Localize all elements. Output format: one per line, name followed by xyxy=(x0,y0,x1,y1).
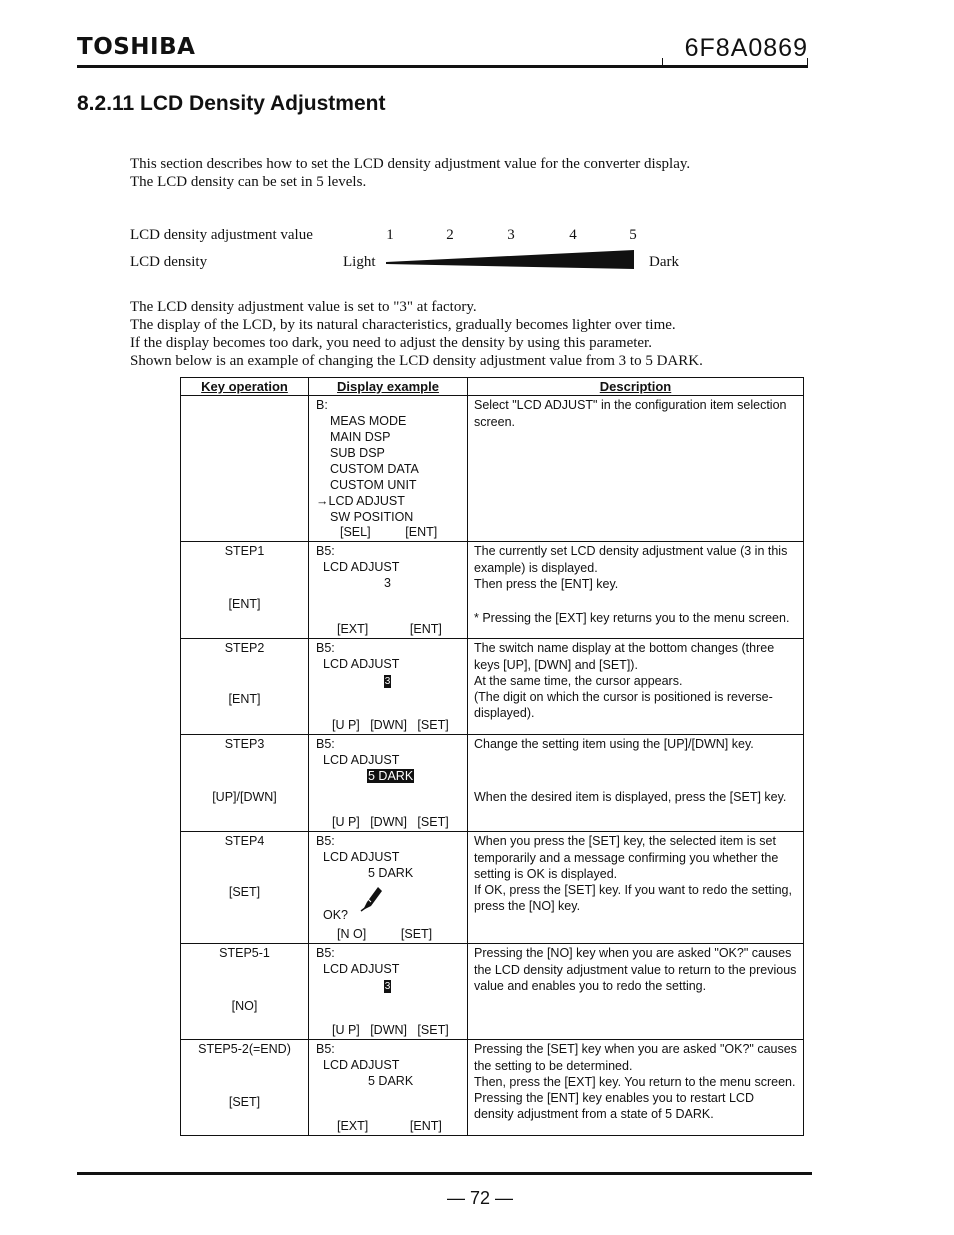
ok-prompt: OK? xyxy=(323,908,349,923)
key-cell xyxy=(181,944,309,1040)
key-cell xyxy=(181,735,309,832)
level-3: 3 xyxy=(507,227,515,243)
description-cell xyxy=(468,542,804,639)
display-line: B5: xyxy=(316,544,335,559)
display-line: B5: xyxy=(316,834,335,849)
note-line: Shown below is an example of changing the LCD density adjustment value from 3 to 5 DARK. xyxy=(130,353,703,369)
display-cell xyxy=(309,1040,468,1136)
note-line: If the display becomes too dark, you need to adjust the density by using this parameter. xyxy=(130,335,652,351)
pencil-icon xyxy=(359,884,383,912)
display-line: B: xyxy=(316,398,328,413)
key-label: [ENT] xyxy=(228,597,261,612)
key-label: [ENT] xyxy=(228,692,261,707)
softkey-labels: [U P] [DWN] [SET] xyxy=(332,815,449,829)
key-label: [NO] xyxy=(231,999,258,1014)
display-line: LCD ADJUST xyxy=(323,1058,400,1073)
display-line: SW POSITION xyxy=(330,510,414,525)
softkey-labels: [U P] [DWN] [SET] xyxy=(332,718,449,732)
density-wedge xyxy=(386,249,636,271)
description-text: Pressing the [NO] key when you are asked "OK?" causes the LCD density adjustment value to return to the previous value and enables you to redo the setting. xyxy=(474,946,797,993)
light-label: Light xyxy=(343,254,376,270)
description-text: Change the setting item using the [UP]/[DWN] key. xyxy=(474,737,754,752)
display-line: LCD ADJUST xyxy=(323,560,400,575)
table-row xyxy=(181,1040,804,1136)
note-line: The LCD density adjustment value is set to "3" at factory. xyxy=(130,299,477,315)
adjustment-value-label: LCD density adjustment value xyxy=(130,227,313,243)
description-text: If OK, press the [SET] key. If you want to redo the setting, press the [NO] key. xyxy=(474,883,792,914)
intro-line: This section describes how to set the LCD density adjustment value for the converter display. xyxy=(130,156,691,172)
description-text: (The digit on which the cursor is positioned is reverse-displayed). xyxy=(474,690,773,721)
display-line: LCD ADJUST xyxy=(323,753,400,768)
display-line: MEAS MODE xyxy=(330,414,407,429)
table-row xyxy=(181,639,804,735)
display-cell xyxy=(309,735,468,832)
description-cell xyxy=(468,832,804,944)
display-line: LCD ADJUST xyxy=(323,962,400,977)
table-row xyxy=(181,832,804,944)
description-cell xyxy=(468,396,804,542)
display-line: LCD ADJUST xyxy=(323,657,400,672)
softkey-labels: [N O] [SET] xyxy=(337,927,433,941)
display-line: LCD ADJUST xyxy=(323,850,400,865)
step-label: STEP4 xyxy=(224,834,265,849)
step-label: STEP5-2(=END) xyxy=(198,1042,291,1057)
display-value: 5 DARK xyxy=(368,866,414,881)
header-display-example: Display example xyxy=(309,378,468,396)
softkey-labels: [EXT] [ENT] xyxy=(337,1119,442,1133)
description-text: When the desired item is displayed, press the [SET] key. xyxy=(474,789,787,804)
density-label: LCD density xyxy=(130,254,208,270)
key-label: [SET] xyxy=(228,1095,261,1110)
header-rule xyxy=(77,65,808,68)
step-label: STEP5-1 xyxy=(219,946,270,961)
display-cell xyxy=(309,832,468,944)
display-line: SUB DSP xyxy=(330,446,385,461)
softkey-labels: [SEL] [ENT] xyxy=(340,525,438,539)
display-line: CUSTOM UNIT xyxy=(330,478,417,493)
reverse-highlight: 5 DARK xyxy=(368,769,414,784)
key-cell xyxy=(181,396,309,542)
step-label: STEP2 xyxy=(224,641,265,656)
display-cell xyxy=(309,542,468,639)
display-line: CUSTOM DATA xyxy=(330,462,419,477)
display-cell xyxy=(309,639,468,735)
description-text: Select "LCD ADJUST" in the configuration item selection screen. xyxy=(474,398,787,429)
description-text: When you press the [SET] key, the selected item is set temporarily and a message confirming you whether the setting is OK is displayed. xyxy=(474,834,779,881)
reverse-value xyxy=(367,768,414,784)
description-text: At the same time, the cursor appears. xyxy=(474,673,683,688)
intro-line: The LCD density can be set in 5 levels. xyxy=(130,174,367,190)
level-2: 2 xyxy=(446,227,454,243)
table-header-row xyxy=(181,378,804,396)
table-row xyxy=(181,396,804,542)
note-line: The display of the LCD, by its natural characteristics, gradually becomes lighter over time. xyxy=(130,317,676,333)
display-line-selected: →LCD ADJUST xyxy=(316,494,405,509)
dark-label: Dark xyxy=(649,254,679,270)
intro-paragraph xyxy=(130,155,690,191)
description-text: Pressing the [ENT] key enables you to restart LCD density adjustment from a state of 5 DARK. xyxy=(474,1091,754,1122)
header-key-operation: Key operation xyxy=(181,378,309,396)
level-4: 4 xyxy=(569,227,577,243)
description-cell xyxy=(468,639,804,735)
cursor-block: 3 xyxy=(384,675,391,687)
display-line: B5: xyxy=(316,737,335,752)
key-label: [SET] xyxy=(228,885,261,900)
description-text: The currently set LCD density adjustment value (3 in this example) is displayed. xyxy=(474,544,788,575)
cursor-block: 3 xyxy=(384,980,391,992)
level-5: 5 xyxy=(629,227,637,243)
display-cell xyxy=(309,944,468,1040)
table-row xyxy=(181,542,804,639)
description-text: Pressing the [SET] key when you are asked "OK?" causes the setting to be determined. xyxy=(474,1042,797,1073)
page-number: — 72 — xyxy=(446,1188,514,1208)
description-text: Then, press the [EXT] key. You return to the menu screen. xyxy=(474,1074,796,1089)
display-line: MAIN DSP xyxy=(330,430,391,445)
description-cell xyxy=(468,944,804,1040)
brand-logo: TOSHIBA xyxy=(77,34,196,60)
notes-paragraph xyxy=(130,298,703,370)
display-cell xyxy=(309,396,468,542)
key-cell xyxy=(181,832,309,944)
cursor-value xyxy=(384,977,391,993)
display-line: B5: xyxy=(316,1042,335,1057)
display-value: 5 DARK xyxy=(368,1074,414,1089)
key-label: [UP]/[DWN] xyxy=(212,790,277,805)
key-cell xyxy=(181,639,309,735)
table-row xyxy=(181,944,804,1040)
key-cell xyxy=(181,542,309,639)
step-label: STEP3 xyxy=(224,737,265,752)
document-number-box xyxy=(662,58,808,65)
level-1: 1 xyxy=(386,227,394,243)
key-cell xyxy=(181,1040,309,1136)
softkey-labels: [EXT] [ENT] xyxy=(337,622,442,636)
description-text: The switch name display at the bottom changes (three keys [UP], [DWN] and [SET]). xyxy=(474,641,775,672)
softkey-labels: [U P] [DWN] [SET] xyxy=(332,1023,449,1037)
description-cell xyxy=(468,735,804,832)
description-cell xyxy=(468,1040,804,1136)
cursor-value xyxy=(384,672,391,688)
operation-table xyxy=(180,377,804,1136)
display-line: B5: xyxy=(316,641,335,656)
section-title: 8.2.11 LCD Density Adjustment xyxy=(77,92,386,115)
footer-rule xyxy=(77,1172,812,1175)
description-note: * Pressing the [EXT] key returns you to the menu screen. xyxy=(474,611,790,626)
display-line: B5: xyxy=(316,946,335,961)
step-label: STEP1 xyxy=(224,544,265,559)
table-row xyxy=(181,735,804,832)
display-value: 3 xyxy=(384,576,391,591)
description-text: Then press the [ENT] key. xyxy=(474,576,619,591)
header-description: Description xyxy=(468,378,804,396)
document-number: 6F8A0869 xyxy=(684,34,808,62)
